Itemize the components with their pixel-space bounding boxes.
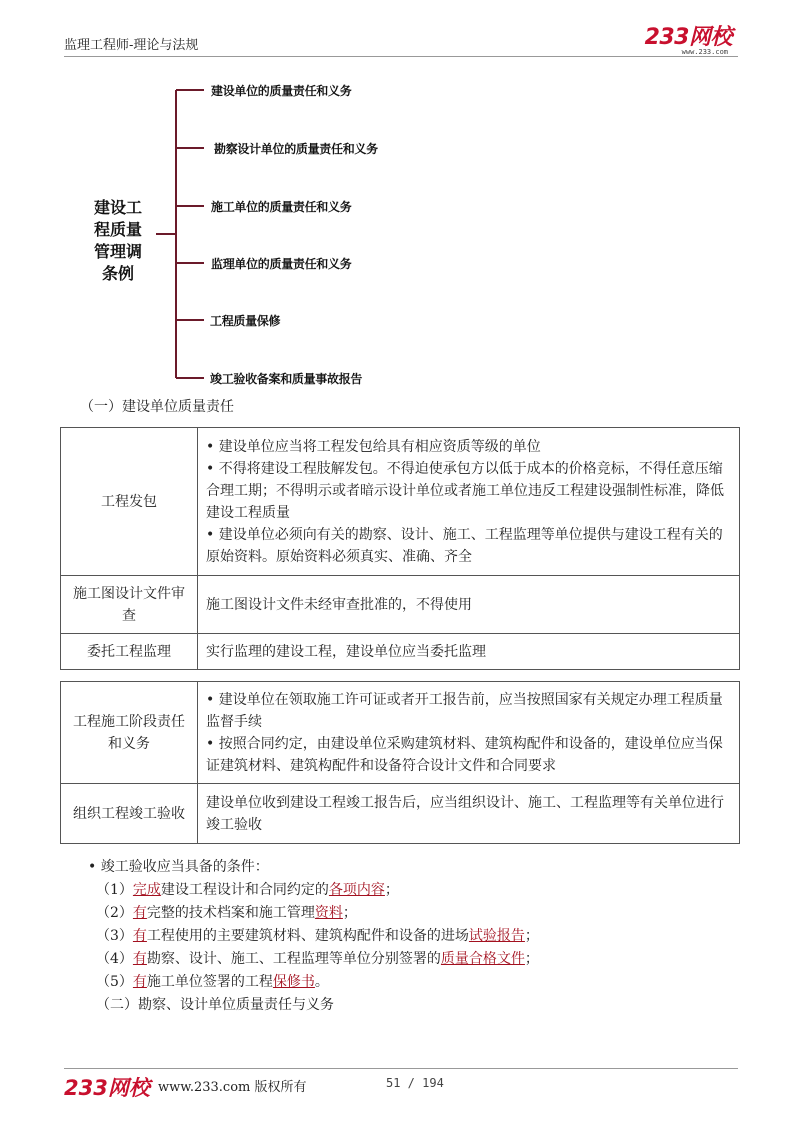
mindmap bbox=[0, 0, 800, 400]
root-line-4: 条例 bbox=[101, 264, 134, 283]
section-title-2: （二）勘察、设计单位质量责任与义务 bbox=[96, 997, 334, 1013]
row-value: 实行监理的建设工程，建设单位应当委托监理 bbox=[198, 634, 740, 670]
item-text: 建设工程设计和合同约定的 bbox=[160, 882, 329, 898]
item-keyword: 保修书 bbox=[272, 974, 315, 990]
item-keyword: 有 bbox=[132, 974, 147, 990]
item-punct: ； bbox=[524, 951, 539, 967]
table-construction-phase bbox=[60, 681, 740, 844]
bullet-item: • 建设单位应当将工程发包给具有相应资质等级的单位 bbox=[206, 436, 733, 458]
table-row bbox=[61, 634, 740, 670]
table-row bbox=[61, 682, 740, 784]
logo-text: 233网校 bbox=[644, 25, 732, 50]
list-item bbox=[88, 879, 539, 902]
logo-url: www.233.com bbox=[681, 48, 728, 56]
item-punct: ； bbox=[384, 882, 399, 898]
item-number: （4） bbox=[96, 951, 133, 967]
bullet-item: • 建设单位必须向有关的勘察、设计、施工、工程监理等单位提供与建设工程有关的原始资料。原始资料必须真实、准确、齐全 bbox=[206, 524, 733, 568]
item-text: 完整的技术档案和施工管理 bbox=[146, 905, 315, 921]
item-keyword: 有 bbox=[132, 905, 147, 921]
footer-divider bbox=[64, 1068, 738, 1069]
document-title: 监理工程师-理论与法规 bbox=[64, 38, 199, 53]
mindmap-branch-3: 施工单位的质量责任和义务 bbox=[211, 200, 352, 214]
table-row bbox=[61, 784, 740, 844]
item-keyword: 有 bbox=[132, 928, 147, 944]
mindmap-branch-2: 勘察设计单位的质量责任和义务 bbox=[214, 142, 378, 156]
root-line-1: 建设工 bbox=[93, 198, 142, 217]
row-key: 工程发包 bbox=[61, 428, 198, 576]
list-item bbox=[88, 948, 539, 971]
footer-logo: 233网校 bbox=[64, 1076, 150, 1100]
row-key: 委托工程监理 bbox=[61, 634, 198, 670]
section-title-1: （一）建设单位质量责任 bbox=[80, 399, 234, 415]
table-row bbox=[61, 576, 740, 634]
item-number: （2） bbox=[96, 905, 133, 921]
footer-copyright: www.233.com 版权所有 bbox=[158, 1080, 307, 1095]
item-keyword: 有 bbox=[132, 951, 147, 967]
row-key: 组织工程竣工验收 bbox=[61, 784, 198, 844]
row-value: 施工图设计文件未经审查批准的，不得使用 bbox=[198, 576, 740, 634]
list-item bbox=[88, 902, 539, 925]
mindmap-branch-1: 建设单位的质量责任和义务 bbox=[211, 84, 352, 98]
item-keyword: 试验报告 bbox=[468, 928, 525, 944]
item-punct: 。 bbox=[314, 974, 329, 990]
item-number: （5） bbox=[96, 974, 133, 990]
item-text: 施工单位签署的工程 bbox=[146, 974, 273, 990]
mindmap-root bbox=[78, 197, 158, 285]
item-number: （3） bbox=[96, 928, 133, 944]
bullet-item: • 按照合同约定，由建设单位采购建筑材料、建筑构配件和设备的，建设单位应当保证建筑材料、建筑构配件和设备符合设计文件和合同要求 bbox=[206, 733, 733, 777]
acceptance-conditions bbox=[88, 856, 539, 1017]
row-key: 工程施工阶段责任和义务 bbox=[61, 682, 198, 784]
bullet-item: • 不得将建设工程肢解发包。不得迫使承包方以低于成本的价格竞标，不得任意压缩合理工期；不得明示或者暗示设计单位或者施工单位违反工程建设强制性标准，降低建设工程质量 bbox=[206, 458, 733, 524]
root-line-3: 管理调 bbox=[93, 242, 142, 261]
row-value bbox=[198, 428, 740, 576]
item-keyword: 质量合格文件 bbox=[440, 951, 525, 967]
item-text: 勘察、设计、施工、工程监理等单位分别签署的 bbox=[146, 951, 441, 967]
list-item bbox=[88, 925, 539, 948]
conditions-title: • 竣工验收应当具备的条件： bbox=[88, 859, 269, 875]
page-number: 51 / 194 bbox=[386, 1076, 444, 1090]
row-key: 施工图设计文件审查 bbox=[61, 576, 198, 634]
mindmap-branch-4: 监理单位的质量责任和义务 bbox=[211, 257, 352, 271]
item-keyword: 资料 bbox=[314, 905, 343, 921]
item-number: （1） bbox=[96, 882, 133, 898]
bullet-item: • 建设单位在领取施工许可证或者开工报告前，应当按照国家有关规定办理工程质量监督手续 bbox=[206, 689, 733, 733]
table-row bbox=[61, 428, 740, 576]
item-punct: ； bbox=[524, 928, 539, 944]
row-value bbox=[198, 682, 740, 784]
item-keyword: 各项内容 bbox=[328, 882, 385, 898]
item-text: 工程使用的主要建筑材料、建筑构配件和设备的进场 bbox=[146, 928, 469, 944]
mindmap-branch-5: 工程质量保修 bbox=[210, 314, 281, 328]
item-keyword: 完成 bbox=[132, 882, 161, 898]
mindmap-branch-6: 竣工验收备案和质量事故报告 bbox=[210, 372, 363, 386]
item-punct: ； bbox=[342, 905, 357, 921]
row-value: 建设单位收到建设工程竣工报告后，应当组织设计、施工、工程监理等有关单位进行竣工验收 bbox=[198, 784, 740, 844]
list-item bbox=[88, 971, 539, 994]
table-construction-unit bbox=[60, 427, 740, 670]
root-line-2: 程质量 bbox=[93, 220, 142, 239]
